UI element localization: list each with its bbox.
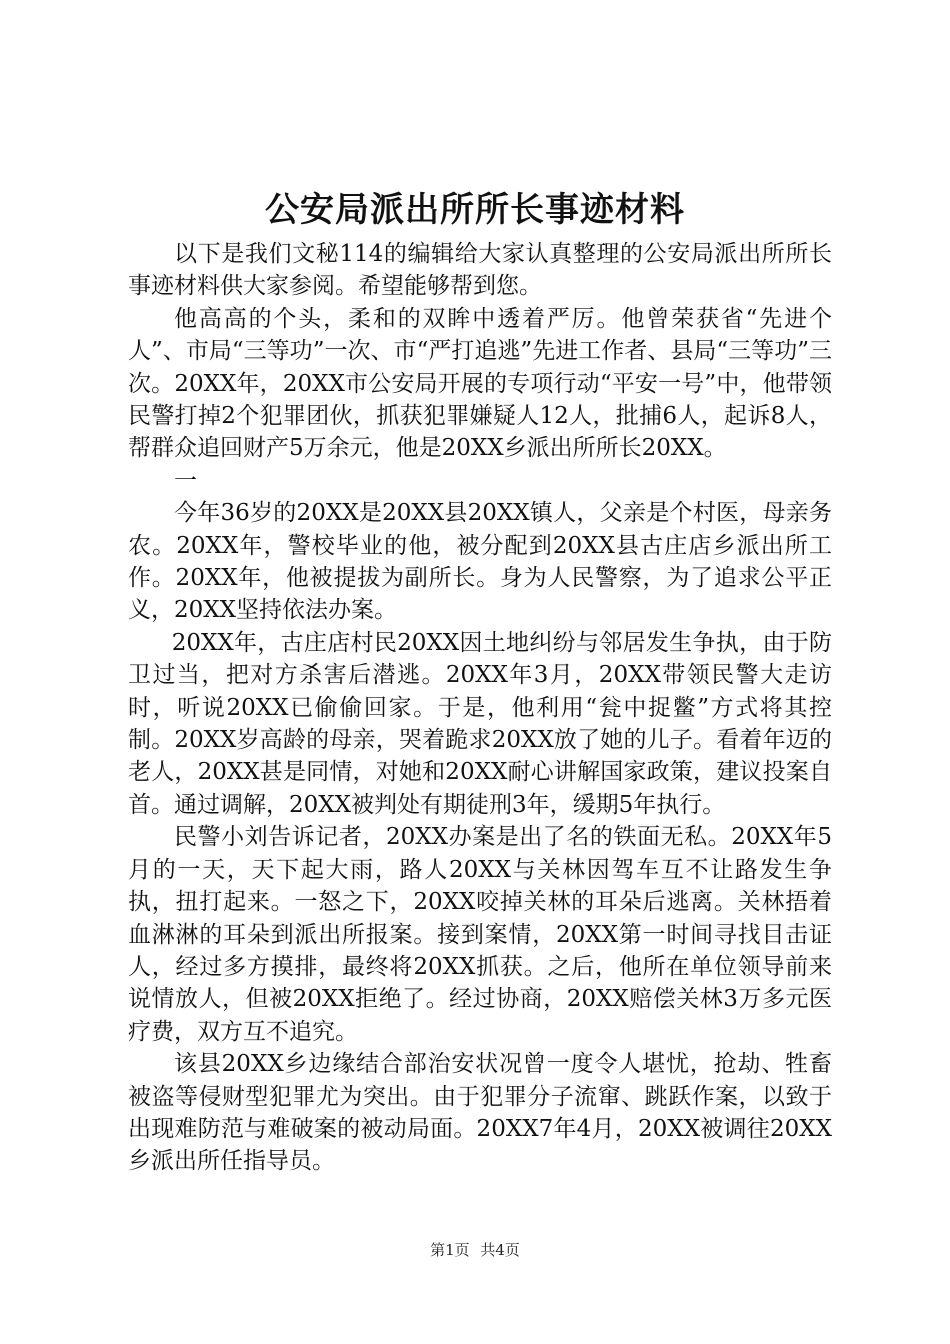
paragraph-profile: 他高高的个头，柔和的双眸中透着严厉。他曾荣获省“先进个人”、市局“三等功”一次、市“严打追逃”先进工作者、县局“三等功”三次。20XX年，20XX市公安局开展的专项行动“平安一号”中，他带领民警打掉2个犯罪团伙，抓获犯罪嫌疑人12人，批捕6人，起诉8人，帮群众追回财产5万余元，他是20XX乡派出所所长20XX。 <box>128 305 832 462</box>
section-marker: 一 <box>174 467 197 494</box>
document-body <box>128 238 832 1178</box>
page-number: 第1页 <box>430 1241 470 1259</box>
paragraph-case-one: 20XX年，古庄店村民20XX因土地纠纷与邻居发生争执，由于防卫过当，把对方杀害后潜逃。20XX年3月，20XX带领民警大走访时，听说20XX已偷偷回家。于是，他利用“瓮中捉鳖”方式将其控制。20XX岁高龄的母亲，哭着跪求20XX放了她的儿子。看着年迈的老人，20XX甚是同情，对她和20XX耐心讲解国家政策，建议投案自首。通过调解，20XX被判处有期徒刑3年，缓期5年执行。 <box>128 629 832 818</box>
paragraph-intro: 以下是我们文秘114的编辑给大家认真整理的公安局派出所所长事迹材料供大家参阅。希望能够帮到您。 <box>128 241 832 300</box>
paragraph-assignment: 该县20XX乡边缘结合部治安状况曾一度令人堪忧，抢劫、牲畜被盗等侵财型犯罪尤为突出。由于犯罪分子流窜、跳跃作案，以致于出现难防范与难破案的被动局面。20XX7年4月，20XX被调往20XX乡派出所任指导员。 <box>128 1051 832 1175</box>
page-footer <box>0 1240 950 1260</box>
document-title: 公安局派出所所长事迹材料 <box>265 190 685 230</box>
paragraph-background: 今年36岁的20XX是20XX县20XX镇人，父亲是个村医，母亲务农。20XX年，警校毕业的他，被分配到20XX县古庄店乡派出所工作。20XX年，他被提拔为副所长。身为人民警察，为了追求公平正义，20XX坚持依法办案。 <box>128 500 832 624</box>
paragraph-case-two: 民警小刘告诉记者，20XX办案是出了名的铁面无私。20XX年5月的一天，天下起大雨，路人20XX与关林因驾车互不让路发生争执，扭打起来。一怒之下，20XX咬掉关林的耳朵后逃离。关林捂着血淋淋的耳朵到派出所报案。接到案情，20XX第一时间寻找目击证人，经过多方摸排，最终将20XX抓获。之后，他所在单位领导前来说情放人，但被20XX拒绝了。经过协商，20XX赔偿关林3万多元医疗费，双方互不追究。 <box>128 824 832 1045</box>
page-total: 共4页 <box>480 1241 520 1259</box>
